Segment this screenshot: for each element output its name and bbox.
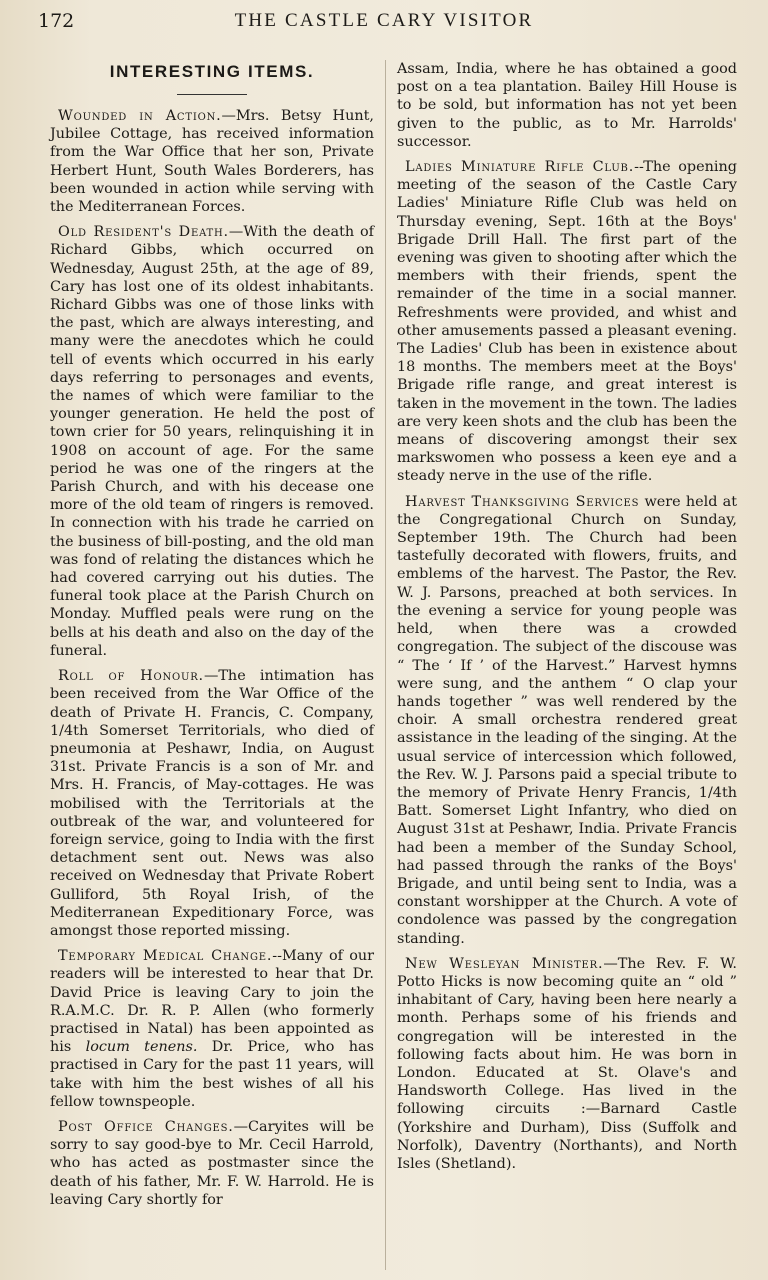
article-body: —The Rev. F. W. Potto Hicks is now becoming quite an “ old ” inhabitant of Cary, having been here nearly a month. Perhaps some of his friends and congregation will be interested in the following facts about him. He was born in London. Educated at St. Olave's and Handsworth College. Has lived in the following circuits :—Barnard Castle (Yorkshire and Durham), Diss (Suffolk and Norfolk), Daventry (Northants), and North Isles (Shetland). — [397, 955, 737, 1172]
article-harvest-thanksgiving — [397, 493, 737, 948]
article-post-office-continuation: Assam, India, where he has obtained a good post on a tea plantation. Bailey Hill House is to be sold, but information has not yet been given to the public, as to Mr. Harrolds' successor. — [397, 61, 737, 150]
article-post-office-changes — [50, 1118, 374, 1209]
article-heading: Ladies Miniature Rifle Club. — [405, 159, 635, 176]
article-body-italic: locum tenens. — [85, 1039, 198, 1056]
article-ladies-rifle-club — [397, 158, 737, 486]
publication-title: THE CASTLE CARY VISITOR — [234, 10, 534, 31]
page-number: 172 — [38, 10, 75, 32]
article-body: —With the death of Richard Gibbs, which occurred on Wednesday, August 25th, at the age of 89, Cary has lost one of its oldest inhabitants. Richard Gibbs was one of those links with the past, which are always interesting, and many were the anecdotes which he could tell of events which occurred in his early days referring to personages and events, the names of which were familiar to the younger generation. He held the post of town crier for 50 years, relinquishing it in 1908 on account of age. For the same period he was one of the ringers at the Parish Church, and with his decease one more of the old team of ringers is removed. In connection with his trade he carried on the business of bill-posting, and the old man was fond of relating the distances which he had covered carrying out his duties. The funeral took place at the Parish Church on Monday. Muffled peals were rung on the bells at his death and also on the day of the funeral. — [50, 224, 374, 659]
article-heading: Old Resident's Death. — [58, 224, 229, 241]
article-body: —Mrs. Betsy Hunt, Jubilee Cottage, has received information from the War Office that her son, Private Herbert Hunt, South Wales Borderers, has been wounded in action while serving with the Mediterranean Forces. — [50, 108, 375, 216]
article-body: —The intimation has been received from the War Office of the death of Private H. Francis, C. Company, 1/4th Somerset Territorials, who died of pneumonia at Peshawr, India, on August 31st. Private Francis is a son of Mr. and Mrs. H. Francis, of May-cottages. He was mobilised with the Territorials at the outbreak of the war, and volunteered for foreign service, going to India with the first detachment sent out. News was also received on Wednesday that Private Robert Gulliford, 5th Royal Irish, of the Mediterranean Expeditionary Force, was amongst those reported missing. — [50, 668, 374, 939]
article-wounded-in-action — [50, 107, 374, 216]
article-body: --Many of our readers will be interested to hear that Dr. David Price is leaving Cary to join the R.A.M.C. Dr. R. P. Allen (who formerly practised in Natal) has been appointed as his — [50, 948, 375, 1056]
article-old-residents-death — [50, 223, 374, 660]
article-body: —Caryites will be sorry to say good-bye to Mr. Cecil Harrold, who has acted as postmaster since the death of his father, Mr. F. W. Harrold. He is leaving Cary shortly for — [50, 1118, 375, 1208]
article-heading: Wounded in Action. — [58, 108, 222, 124]
article-body: were held at the Congregational Church on Sunday, September 19th. The Church had been tastefully decorated with flowers, fruits, and emblems of the harvest. The Pastor, the Rev. W. J. Parsons, preached at both services. In the evening a service for young people was held, when there was a crowded congregation. The subject of the discouse was “ The ‘ If ’ of the Harvest.” Harvest hymns were sung, and the anthem “ O clap your hands together ” was well rendered by the choir. A small orchestra rendered great assistance in the leading of the singing. At the usual service of intercession which followed, the Rev. W. J. Parsons paid a special tribute to the memory of Private Henry Francis, 1/4th Batt. Somerset Light Infantry, who died on August 31st at Peshawr, India. Private Francis had been a member of the Sunday School, had passed through the ranks of the Boys' Brigade, and until being sent to India, was a constant worshipper at the Church. A vote of condolence was passed by the congregation standing. — [397, 493, 737, 947]
article-body: --The opening meeting of the season of the Castle Cary Ladies' Miniature Rifle Club was held on Thursday evening, Sept. 16th at the Boys' Brigade Drill Hall. The first part of the evening was given to shooting after which the members with their friends, spent the remainder of the time in a social manner. Refreshments were provided, and whist and other amusements passed a pleasant evening. The Ladies' Club has been in existence about 18 months. The members meet at the Boys' Brigade rifle range, and great interest is taken in the movement in the town. The ladies are very keen shots and the club has been the means of discovering amongst their sex markswomen who possess a keen eye and a steady nerve in the use of the rifle. — [397, 159, 737, 485]
article-heading: Roll of Honour. — [58, 668, 204, 685]
article-heading: Temporary Medical Change. — [58, 948, 273, 965]
page-header — [0, 6, 768, 36]
right-column — [397, 60, 737, 1180]
article-roll-of-honour — [50, 667, 374, 940]
title-underline — [177, 94, 247, 95]
article-heading: Post Office Changes. — [58, 1118, 234, 1135]
article-heading: Harvest Thanksgiving Services — [405, 493, 640, 510]
section-title: INTERESTING ITEMS. — [109, 62, 315, 81]
article-heading: New Wesleyan Minister. — [405, 955, 604, 972]
left-column — [50, 56, 374, 1216]
column-divider — [385, 60, 386, 1270]
article-temporary-medical-change — [50, 947, 374, 1111]
article-new-wesleyan-minister — [397, 955, 737, 1173]
article-body: Dr. Price, who has practised in Cary for the past 11 years, will take with him the best wishes of all his fellow townspeople. — [50, 1039, 374, 1110]
